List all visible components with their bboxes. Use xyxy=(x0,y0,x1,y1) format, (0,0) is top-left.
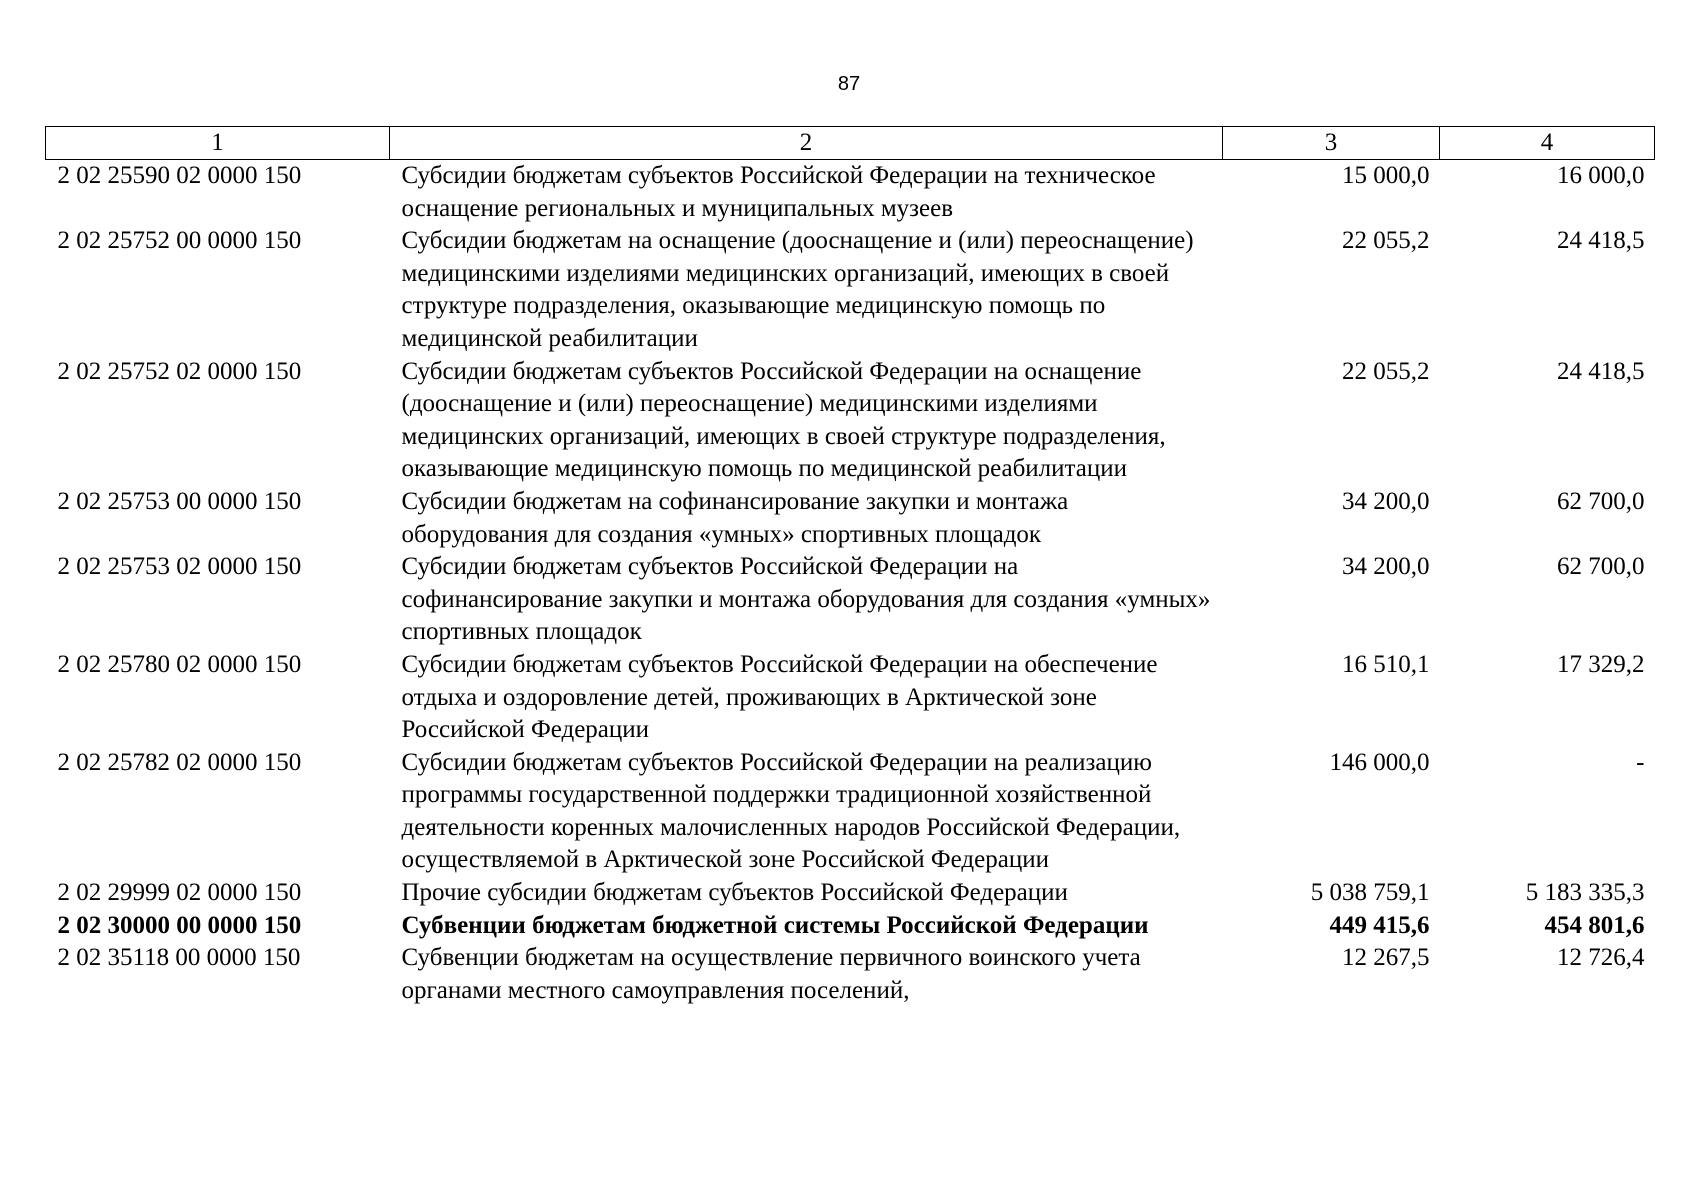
value-col4-cell: 5 183 335,3 xyxy=(1525,879,1645,907)
name-cell: Субсидии бюджетам субъектов Российской Федерации на техническое оснащение региональных и муниципальных музеев xyxy=(401,162,1156,222)
code-cell: 2 02 25782 02 0000 150 xyxy=(57,748,302,776)
name-cell: Субсидии бюджетам субъектов Российской Федерации на обеспечение отдыха и оздоровление детей, проживающих в Арктической зоне Российской Федерации xyxy=(401,650,1158,744)
table-row xyxy=(46,877,1655,910)
value-col3-cell: 16 510,1 xyxy=(1342,650,1430,678)
value-col3-cell: 5 038 759,1 xyxy=(1310,879,1430,907)
value-col3-cell: 12 267,5 xyxy=(1342,944,1430,972)
table-row xyxy=(46,551,1655,649)
column-header-1: 1 xyxy=(46,127,390,160)
value-col3-cell: 15 000,0 xyxy=(1342,162,1430,189)
table-row xyxy=(46,649,1655,747)
column-header-3: 3 xyxy=(1223,127,1440,160)
name-cell: Субвенции бюджетам бюджетной системы Российской Федерации xyxy=(401,911,1149,939)
code-cell: 2 02 35118 00 0000 150 xyxy=(57,944,301,972)
name-cell: Субсидии бюджетам на софинансирование закупки и монтажа оборудования для создания «умных» спортивных площадок xyxy=(401,487,1069,548)
code-cell: 2 02 25753 02 0000 150 xyxy=(57,553,302,581)
value-col4-cell: 454 801,6 xyxy=(1544,911,1645,939)
name-cell: Субвенции бюджетам на осуществление первичного воинского учета органами местного самоуправления поселений, xyxy=(401,944,1141,1004)
name-cell: Субсидии бюджетам субъектов Российской Федерации на софинансирование закупки и монтажа оборудования для создания «умных» спортивных площадок xyxy=(401,553,1211,646)
name-cell: Прочие субсидии бюджетам субъектов Российской Федерации xyxy=(401,879,1068,907)
page-number: 87 xyxy=(837,73,861,95)
name-cell: Субсидии бюджетам на оснащение (дооснащение и (или) переоснащение) медицинскими изделиями медицинских организаций, имеющих в своей структуре подразделения, оказывающие медицинскую помощь по медицинской реабилитации xyxy=(401,227,1194,352)
table-row xyxy=(46,486,1655,551)
value-col4-cell: 17 329,2 xyxy=(1557,650,1645,678)
code-cell: 2 02 25752 02 0000 150 xyxy=(57,357,302,385)
value-col3-cell: 34 200,0 xyxy=(1342,553,1430,581)
value-col4-cell: 62 700,0 xyxy=(1557,487,1645,515)
table-row xyxy=(46,160,1655,226)
table-row xyxy=(46,356,1655,486)
table-row xyxy=(46,225,1655,355)
column-header-4: 4 xyxy=(1440,127,1655,160)
value-col4-cell: 62 700,0 xyxy=(1557,553,1645,581)
column-header-2: 2 xyxy=(390,127,1223,160)
value-col4-cell: - xyxy=(1636,748,1645,776)
budget-table xyxy=(45,126,1655,1007)
table-row xyxy=(46,910,1655,943)
code-cell: 2 02 25590 02 0000 150 xyxy=(57,162,302,189)
value-col4-cell: 12 726,4 xyxy=(1557,944,1645,972)
code-cell: 2 02 29999 02 0000 150 xyxy=(57,879,302,907)
table-body xyxy=(46,160,1655,1008)
table-header xyxy=(46,127,1655,160)
value-col3-cell: 146 000,0 xyxy=(1329,748,1430,776)
table-row xyxy=(46,747,1655,877)
value-col3-cell: 22 055,2 xyxy=(1342,357,1430,385)
value-col4-cell: 24 418,5 xyxy=(1557,357,1645,385)
value-col4-cell: 24 418,5 xyxy=(1557,227,1645,255)
value-col3-cell: 22 055,2 xyxy=(1342,227,1430,255)
value-col3-cell: 34 200,0 xyxy=(1342,487,1430,515)
code-cell: 2 02 25752 00 0000 150 xyxy=(57,227,302,255)
name-cell: Субсидии бюджетам субъектов Российской Федерации на оснащение (дооснащение и (или) переоснащение) медицинскими изделиями медицинских организаций, имеющих в своей структуре подразделения, оказывающие медицинскую помощь по медицинской реабилитации xyxy=(401,357,1166,483)
code-cell: 2 02 25780 02 0000 150 xyxy=(57,650,302,678)
code-cell: 2 02 25753 00 0000 150 xyxy=(57,487,302,515)
name-cell: Субсидии бюджетам субъектов Российской Федерации на реализацию программы государственной поддержки традиционной хозяйственной деятельности коренных малочисленных народов Российской Федерации, осуществляемой в Арктической зоне Российской Федерации xyxy=(401,748,1181,874)
code-cell: 2 02 30000 00 0000 150 xyxy=(57,911,302,939)
header-row xyxy=(46,127,1655,160)
value-col4-cell: 16 000,0 xyxy=(1557,162,1645,189)
value-col3-cell: 449 415,6 xyxy=(1329,911,1430,939)
table-row xyxy=(46,942,1655,1007)
